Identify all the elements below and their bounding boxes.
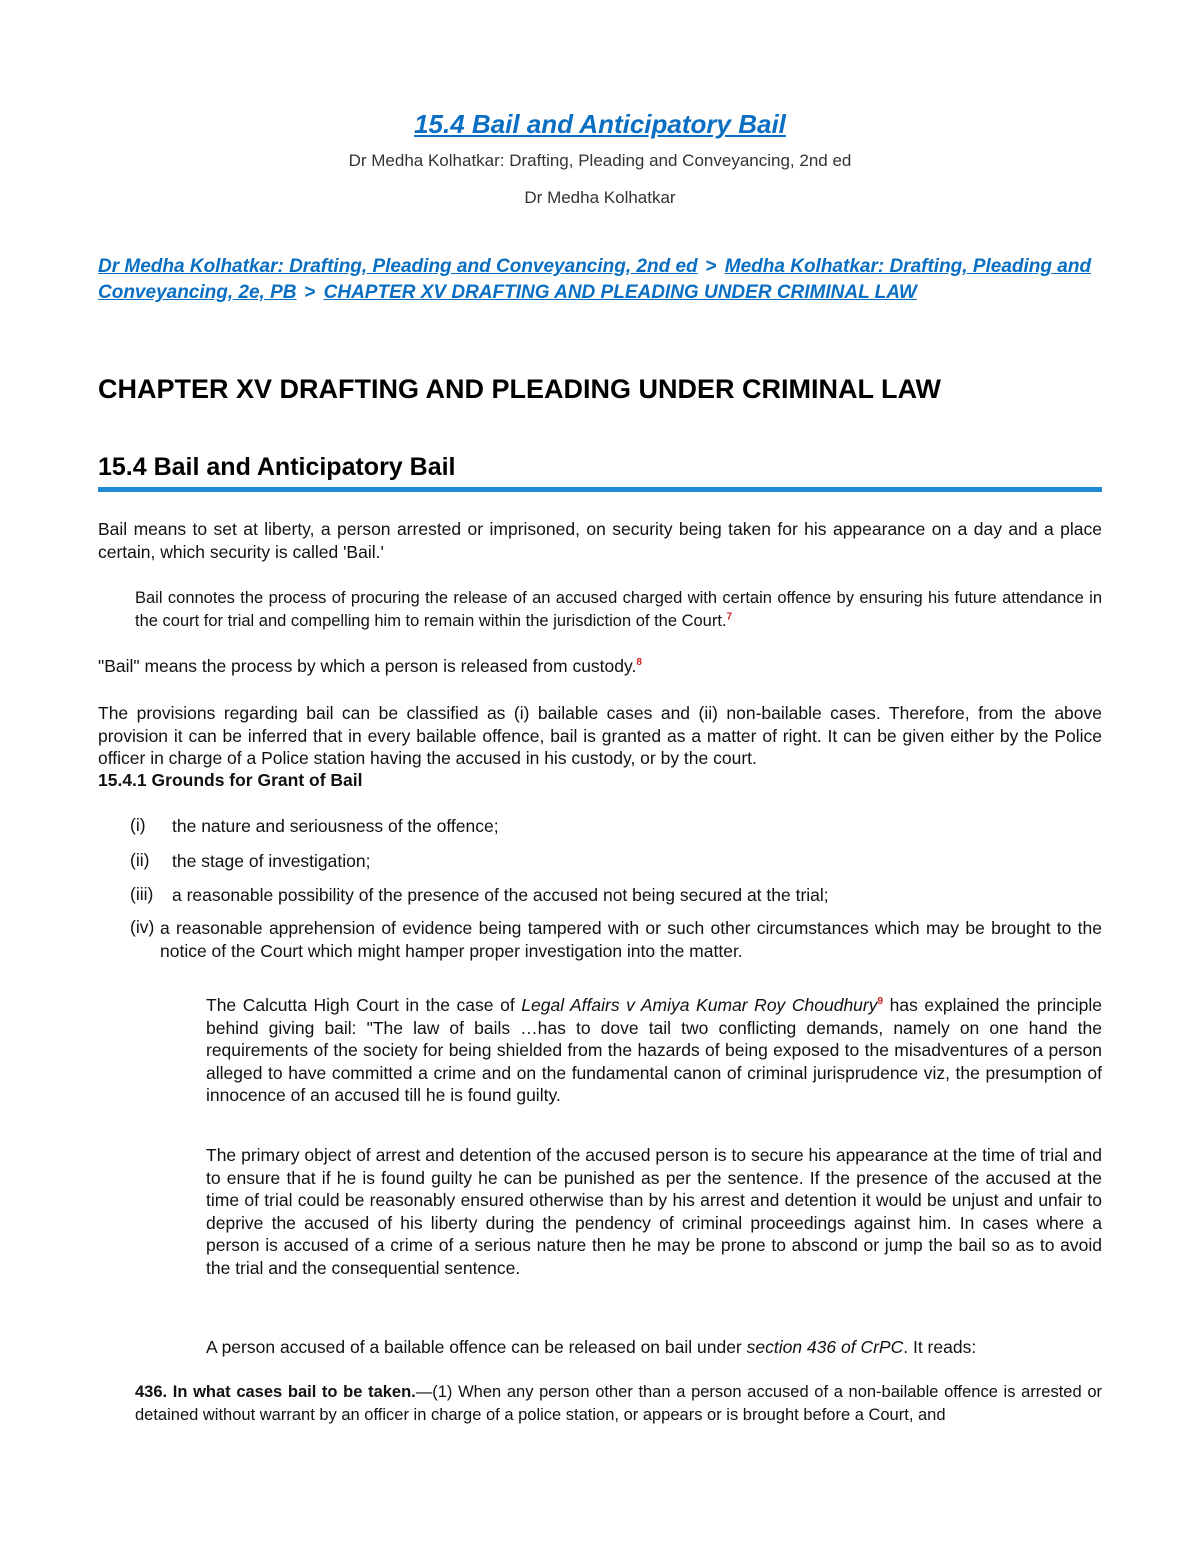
section-436-heading: 436. In what cases bail to be taken. [135, 1383, 416, 1401]
section-divider [98, 487, 1102, 492]
title-link[interactable]: 15.4 Bail and Anticipatory Bail [414, 109, 786, 139]
paragraph-bail-means [98, 655, 1102, 678]
breadcrumb [98, 254, 1108, 306]
ground-item: a reasonable apprehension of evidence being tampered with or such other circumstances which may be brought to the notice of the Court which might hamper proper investigation into the matter. [160, 918, 1102, 961]
ground-number: (iii) [130, 884, 154, 904]
paragraph-provisions: The provisions regarding bail can be classified as (i) bailable cases and (ii) non-bailable cases. Therefore, from the above provision it can be inferred that in every bailable offence, bail is granted as a matter of right. It can be given either by the Police officer in charge of a Police station having the accused in his custody, or by the court. [98, 703, 1102, 768]
ground-number: (iv) [130, 917, 155, 937]
source-line: Dr Medha Kolhatkar: Drafting, Pleading and Conveyancing, 2nd ed [348, 151, 852, 170]
author-line: Dr Medha Kolhatkar [524, 188, 676, 207]
footnote-ref-9[interactable]: 9 [877, 996, 884, 1008]
paragraph-text: A person accused of a bailable offence can be released on bail under [206, 1337, 747, 1357]
breadcrumb-item-edition[interactable]: Medha Kolhatkar: Drafting, Pleading and Conveyancing, 2e, PB [98, 256, 1092, 303]
paragraph-text: The Calcutta High Court in the case of [206, 995, 522, 1015]
quote-text: Bail connotes the process of procuring the release of an accused charged with certain offence by ensuring his future attendance in the court for trial and compelling him to remain within the jurisdiction of the Court. [135, 589, 1102, 630]
breadcrumb-separator: > [705, 256, 717, 277]
ground-number: (ii) [130, 850, 150, 870]
section-436-body: —(1) When any person other than a person accused of a non-bailable offence is arrested or detained without warrant by an officer in charge of a police station, or appears or is brought before a Court, and [135, 1383, 1102, 1424]
paragraph-section-436-intro [206, 1336, 1102, 1359]
statute-reference: section 436 of CrPC [746, 1337, 904, 1357]
section-heading: 15.4 Bail and Anticipatory Bail [98, 453, 456, 481]
paragraph-calcutta-case [206, 994, 1102, 1107]
document-title [0, 109, 1200, 140]
case-name: Legal Affairs v Amiya Kumar Roy Choudhury [521, 995, 878, 1015]
section-436-text [135, 1381, 1102, 1427]
paragraph-primary-object: The primary object of arrest and detention of the accused person is to secure his appearance at the time of trial and to ensure that if he is found guilty he can be punished as per the sentence. If the presence of the accused at the time of trial could be reasonably ensured otherwise than by his arrest and detention it would be unjust and unfair to deprive the accused of his liberty during the pendency of criminal proceedings against him. In cases where a person is accused of a crime of a serious nature then he may be prone to abscond or jump the bail so as to avoid the trial and the consequential sentence. [206, 1145, 1102, 1278]
chapter-heading: CHAPTER XV DRAFTING AND PLEADING UNDER CRIMINAL LAW [98, 374, 941, 404]
paragraph-text: . It reads: [903, 1337, 977, 1357]
footnote-ref-7[interactable]: 7 [726, 611, 733, 623]
quote-bail-connotes [135, 587, 1102, 633]
ground-item: a reasonable possibility of the presence of the accused not being secured at the trial; [172, 885, 829, 905]
paragraph-text: "Bail" means the process by which a person is released from custody. [98, 656, 637, 676]
ground-number: (i) [130, 815, 146, 835]
breadcrumb-item-chapter[interactable]: CHAPTER XV DRAFTING AND PLEADING UNDER CRIMINAL LAW [323, 282, 917, 303]
breadcrumb-separator: > [304, 282, 316, 303]
subsection-heading: 15.4.1 Grounds for Grant of Bail [98, 770, 363, 790]
paragraph-text: has explained the principle behind giving bail: "The law of bails …has to dove tail two conflicting demands, namely on one hand the requirements of the society for being shielded from the hazards of being exposed to the misadventures of a person alleged to have committed a crime and on the fundamental canon of criminal jurisprudence viz, the presumption of innocence of an accused till he is found guilty. [206, 995, 1103, 1105]
breadcrumb-item-book[interactable]: Dr Medha Kolhatkar: Drafting, Pleading and Conveyancing, 2nd ed [98, 256, 698, 277]
paragraph-definition: Bail means to set at liberty, a person arrested or imprisoned, on security being taken for his appearance on a day and a place certain, which security is called 'Bail.' [98, 519, 1102, 562]
ground-item: the nature and seriousness of the offence; [172, 816, 499, 836]
footnote-ref-8[interactable]: 8 [636, 657, 642, 669]
ground-item: the stage of investigation; [172, 851, 371, 871]
